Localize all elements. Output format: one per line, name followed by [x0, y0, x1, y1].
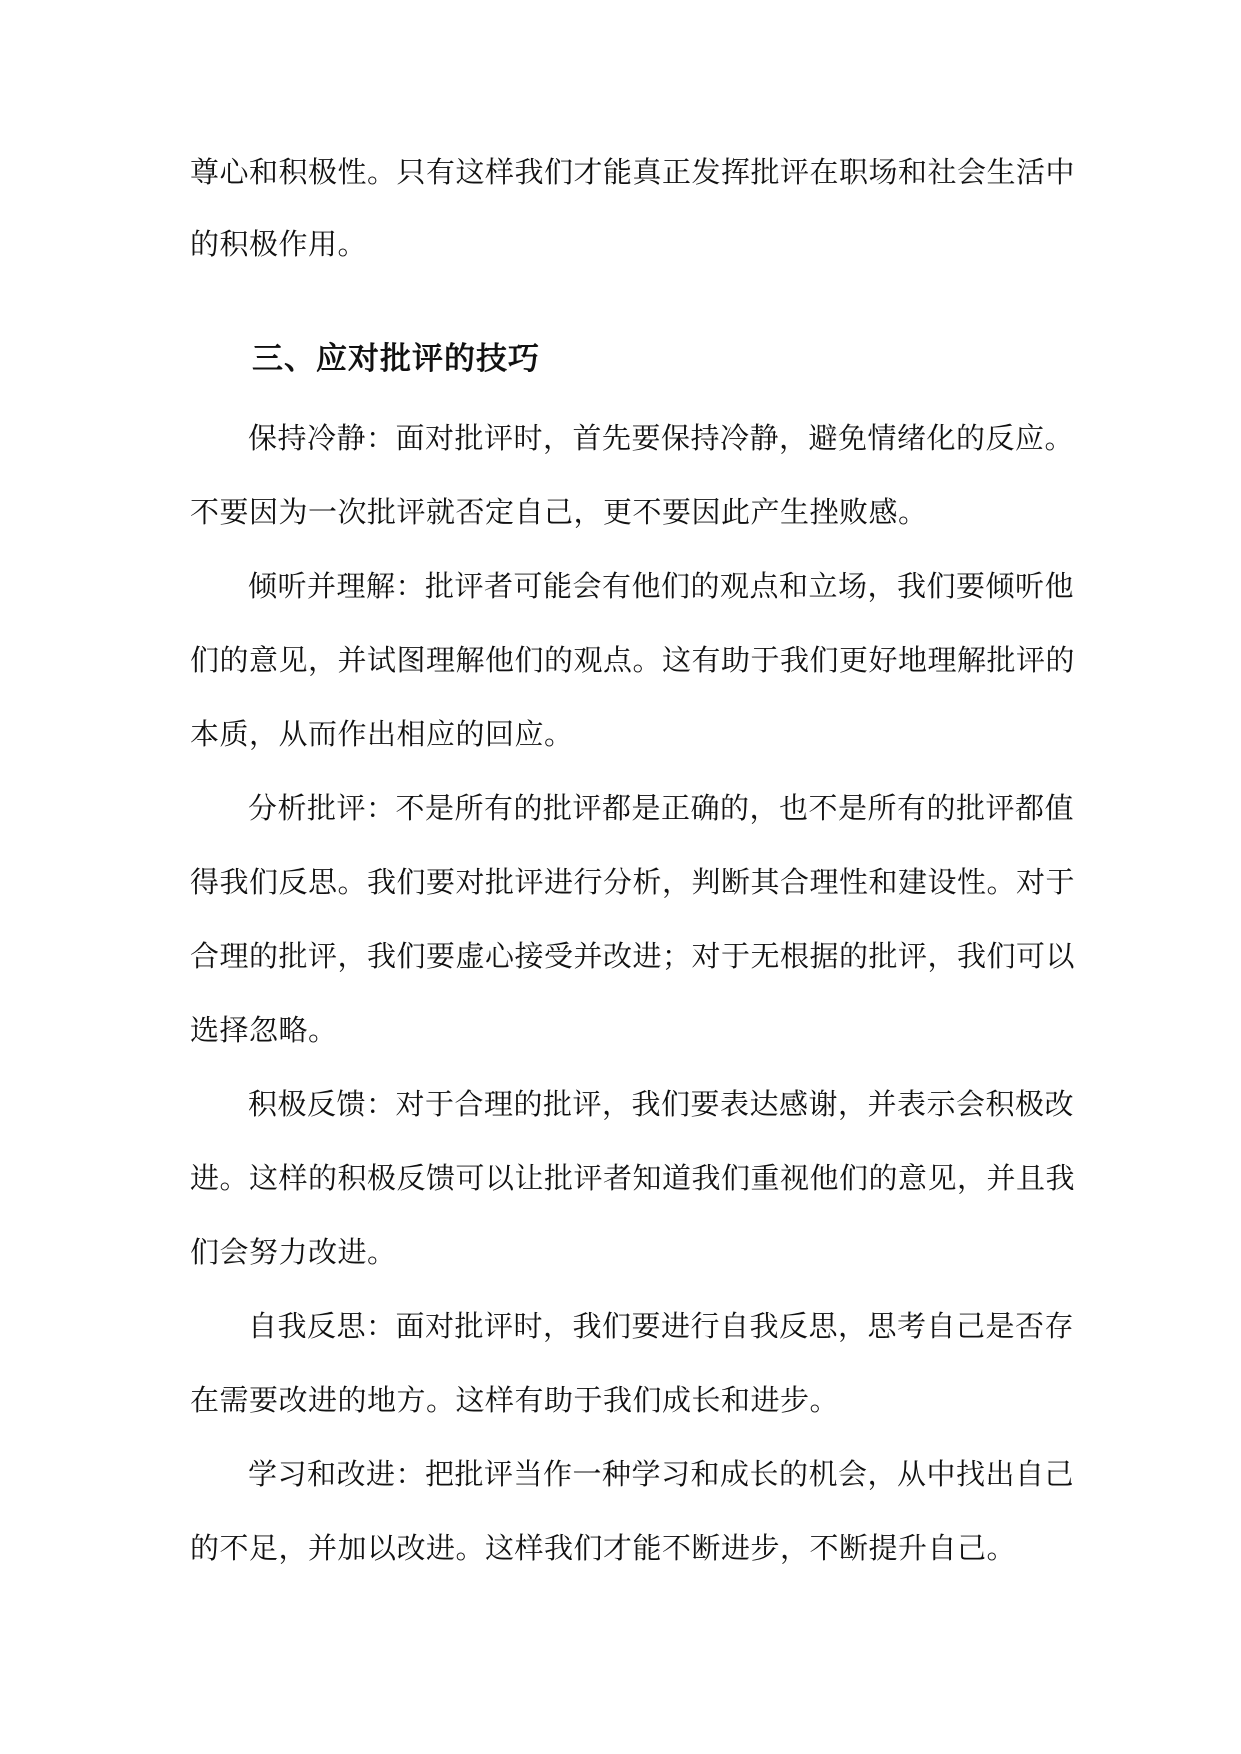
section-heading: 三、应对批评的技巧: [252, 341, 540, 377]
paragraph-3-line-3: 合理的批评，我们要虚心接受并改进；对于无根据的批评，我们可以: [190, 939, 1076, 973]
paragraph-2-line-1: 倾听并理解：批评者可能会有他们的观点和立场，我们要倾听他: [248, 569, 1075, 603]
paragraph-1-line-1: 保持冷静：面对批评时，首先要保持冷静，避免情绪化的反应。: [248, 421, 1075, 455]
paragraph-5-line-1: 自我反思：面对批评时，我们要进行自我反思，思考自己是否存: [248, 1309, 1075, 1343]
paragraph-4-line-3: 们会努力改进。: [190, 1235, 397, 1269]
intro-line-1: 尊心和积极性。只有这样我们才能真正发挥批评在职场和社会生活中: [190, 155, 1076, 189]
paragraph-4-line-1: 积极反馈：对于合理的批评，我们要表达感谢，并表示会积极改: [248, 1087, 1075, 1121]
paragraph-1-line-2: 不要因为一次批评就否定自己，更不要因此产生挫败感。: [190, 495, 928, 529]
paragraph-6-line-1: 学习和改进：把批评当作一种学习和成长的机会，从中找出自己: [248, 1457, 1075, 1491]
paragraph-2-line-3: 本质，从而作出相应的回应。: [190, 717, 574, 751]
paragraph-2-line-2: 们的意见，并试图理解他们的观点。这有助于我们更好地理解批评的: [190, 643, 1076, 677]
paragraph-6-line-2: 的不足，并加以改进。这样我们才能不断进步，不断提升自己。: [190, 1531, 1017, 1565]
paragraph-5-line-2: 在需要改进的地方。这样有助于我们成长和进步。: [190, 1383, 840, 1417]
paragraph-4-line-2: 进。这样的积极反馈可以让批评者知道我们重视他们的意见，并且我: [190, 1161, 1076, 1195]
intro-line-2: 的积极作用。: [190, 227, 368, 261]
paragraph-3-line-2: 得我们反思。我们要对批评进行分析，判断其合理性和建设性。对于: [190, 865, 1076, 899]
paragraph-3-line-4: 选择忽略。: [190, 1013, 338, 1047]
paragraph-3-line-1: 分析批评：不是所有的批评都是正确的，也不是所有的批评都值: [248, 791, 1075, 825]
